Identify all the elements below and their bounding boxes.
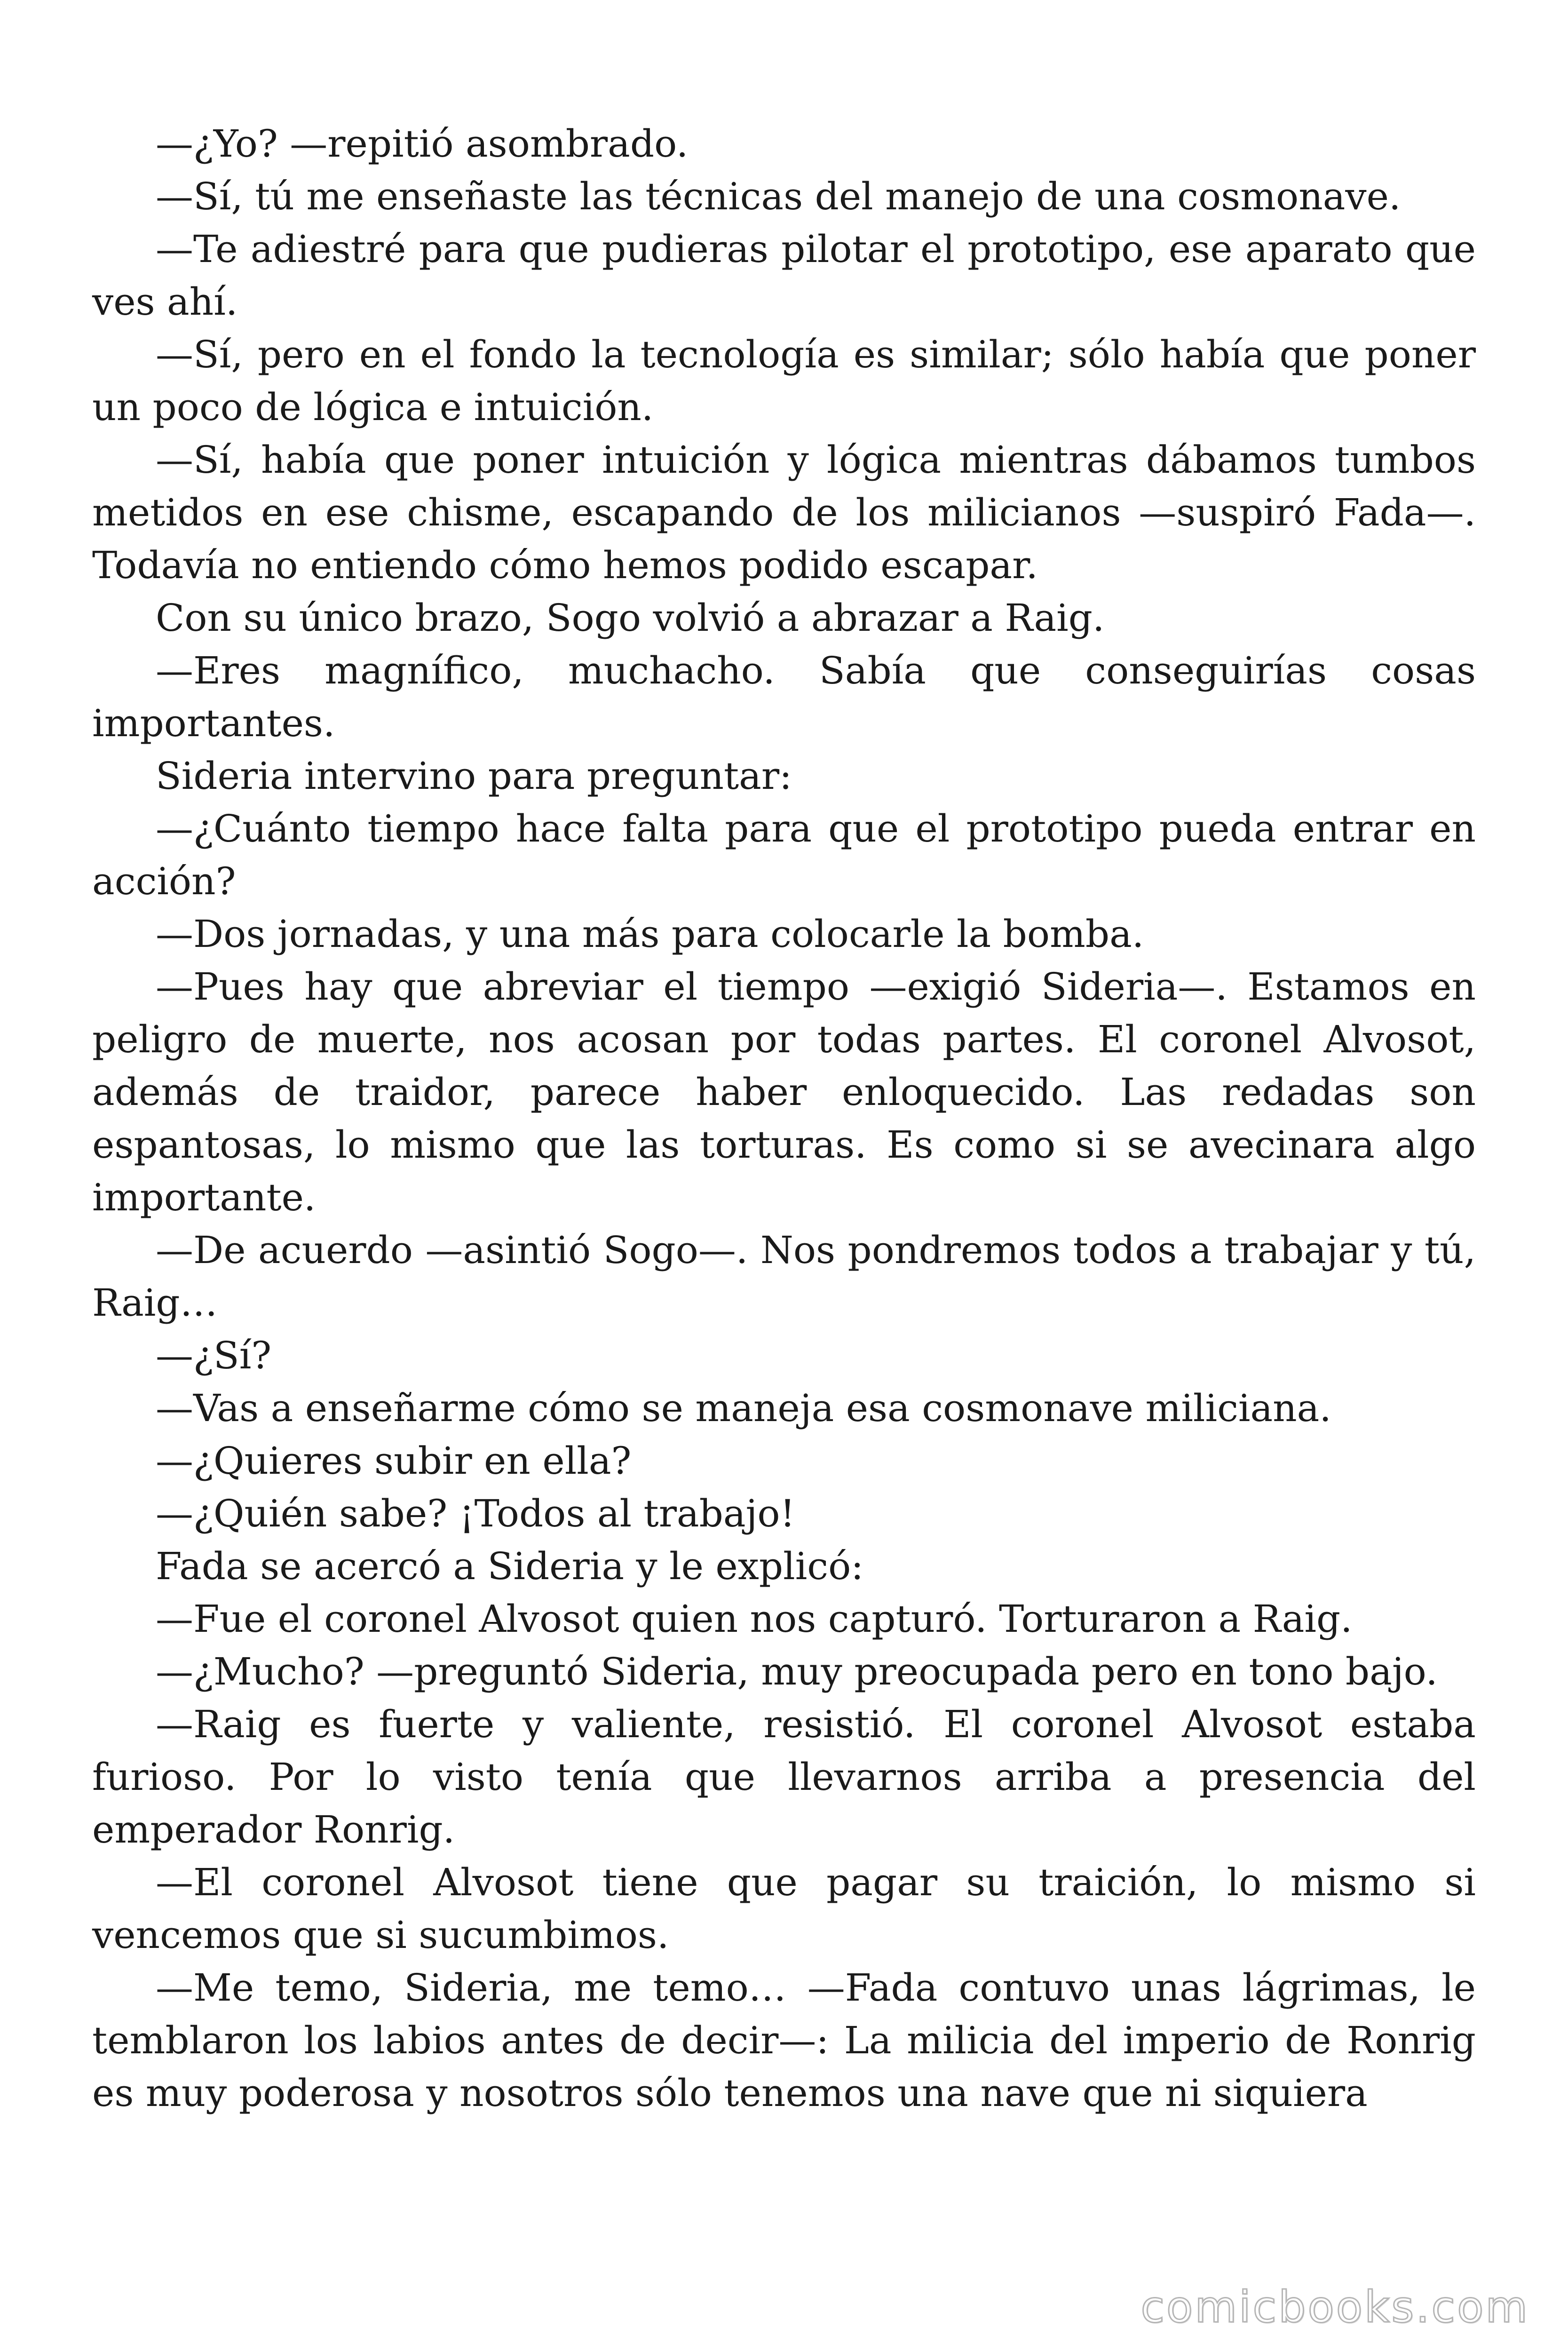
paragraph: —¿Sí? [156,1334,272,1377]
paragraph: —¿Quién sabe? ¡Todos al trabajo! [156,1492,795,1535]
paragraph: —Fue el coronel Alvosot quien nos capturó. Torturaron a Raig. [156,1597,1353,1641]
paragraph: Con su único brazo, Sogo volvió a abrazar a Raig. [156,596,1105,640]
paragraph: —Sí, pero en el fondo la tecnología es similar; sólo había que poner un poco de lógica e intuición. [92,333,1476,429]
paragraph: —Te adiestré para que pudieras pilotar el prototipo, ese aparato que ves ahí. [92,227,1476,324]
paragraph: —El coronel Alvosot tiene que pagar su traición, lo mismo si vencemos que si sucumbimos. [92,1860,1476,1957]
paragraph: —Vas a enseñarme cómo se maneja esa cosmonave miliciana. [156,1386,1331,1430]
paragraph: —¿Cuánto tiempo hace falta para que el prototipo pueda entrar en acción? [92,807,1476,903]
paragraph: —Sí, tú me enseñaste las técnicas del manejo de una cosmonave. [156,175,1401,218]
paragraph: —¿Mucho? —preguntó Sideria, muy preocupada pero en tono bajo. [156,1650,1438,1693]
paragraph: —Raig es fuerte y valiente, resistió. El coronel Alvosot estaba furioso. Por lo visto tenía que llevarnos arriba a presencia del emperador Ronrig. [92,1702,1476,1851]
paragraph: —Sí, había que poner intuición y lógica mientras dábamos tumbos metidos en ese chisme, escapando de los milicianos —suspiró Fada—. Todavía no entiendo cómo hemos podido escapar. [92,438,1476,587]
paragraph: —Dos jornadas, y una más para colocarle la bomba. [156,912,1144,956]
paragraph: Sideria intervino para preguntar: [156,754,792,798]
paragraph: —De acuerdo —asintió Sogo—. Nos pondremos todos a trabajar y tú, Raig… [92,1228,1476,1325]
paragraph: —Eres magnífico, muchacho. Sabía que conseguirías cosas importantes. [92,649,1476,745]
paragraph: —Me temo, Sideria, me temo… —Fada contuvo unas lágrimas, le temblaron los labios antes de decir—: La milicia del imperio de Ronrig es muy poderosa y nosotros sólo tenemos una nave que ni siquiera [92,1966,1476,2115]
paragraph: —¿Yo? —repitió asombrado. [156,122,689,166]
paragraph: Fada se acercó a Sideria y le explicó: [156,1544,864,1588]
page-body [92,118,1476,2120]
paragraph: —Pues hay que abreviar el tiempo —exigió Sideria—. Estamos en peligro de muerte, nos acosan por todas partes. El coronel Alvosot, además de traidor, parece haber enloquecido. Las redadas son espantosas, lo mismo que las torturas. Es como si se avecinara algo importante. [92,965,1476,1219]
paragraph: —¿Quieres subir en ella? [156,1439,632,1483]
watermark: comicbooks.com [1140,2282,1529,2332]
